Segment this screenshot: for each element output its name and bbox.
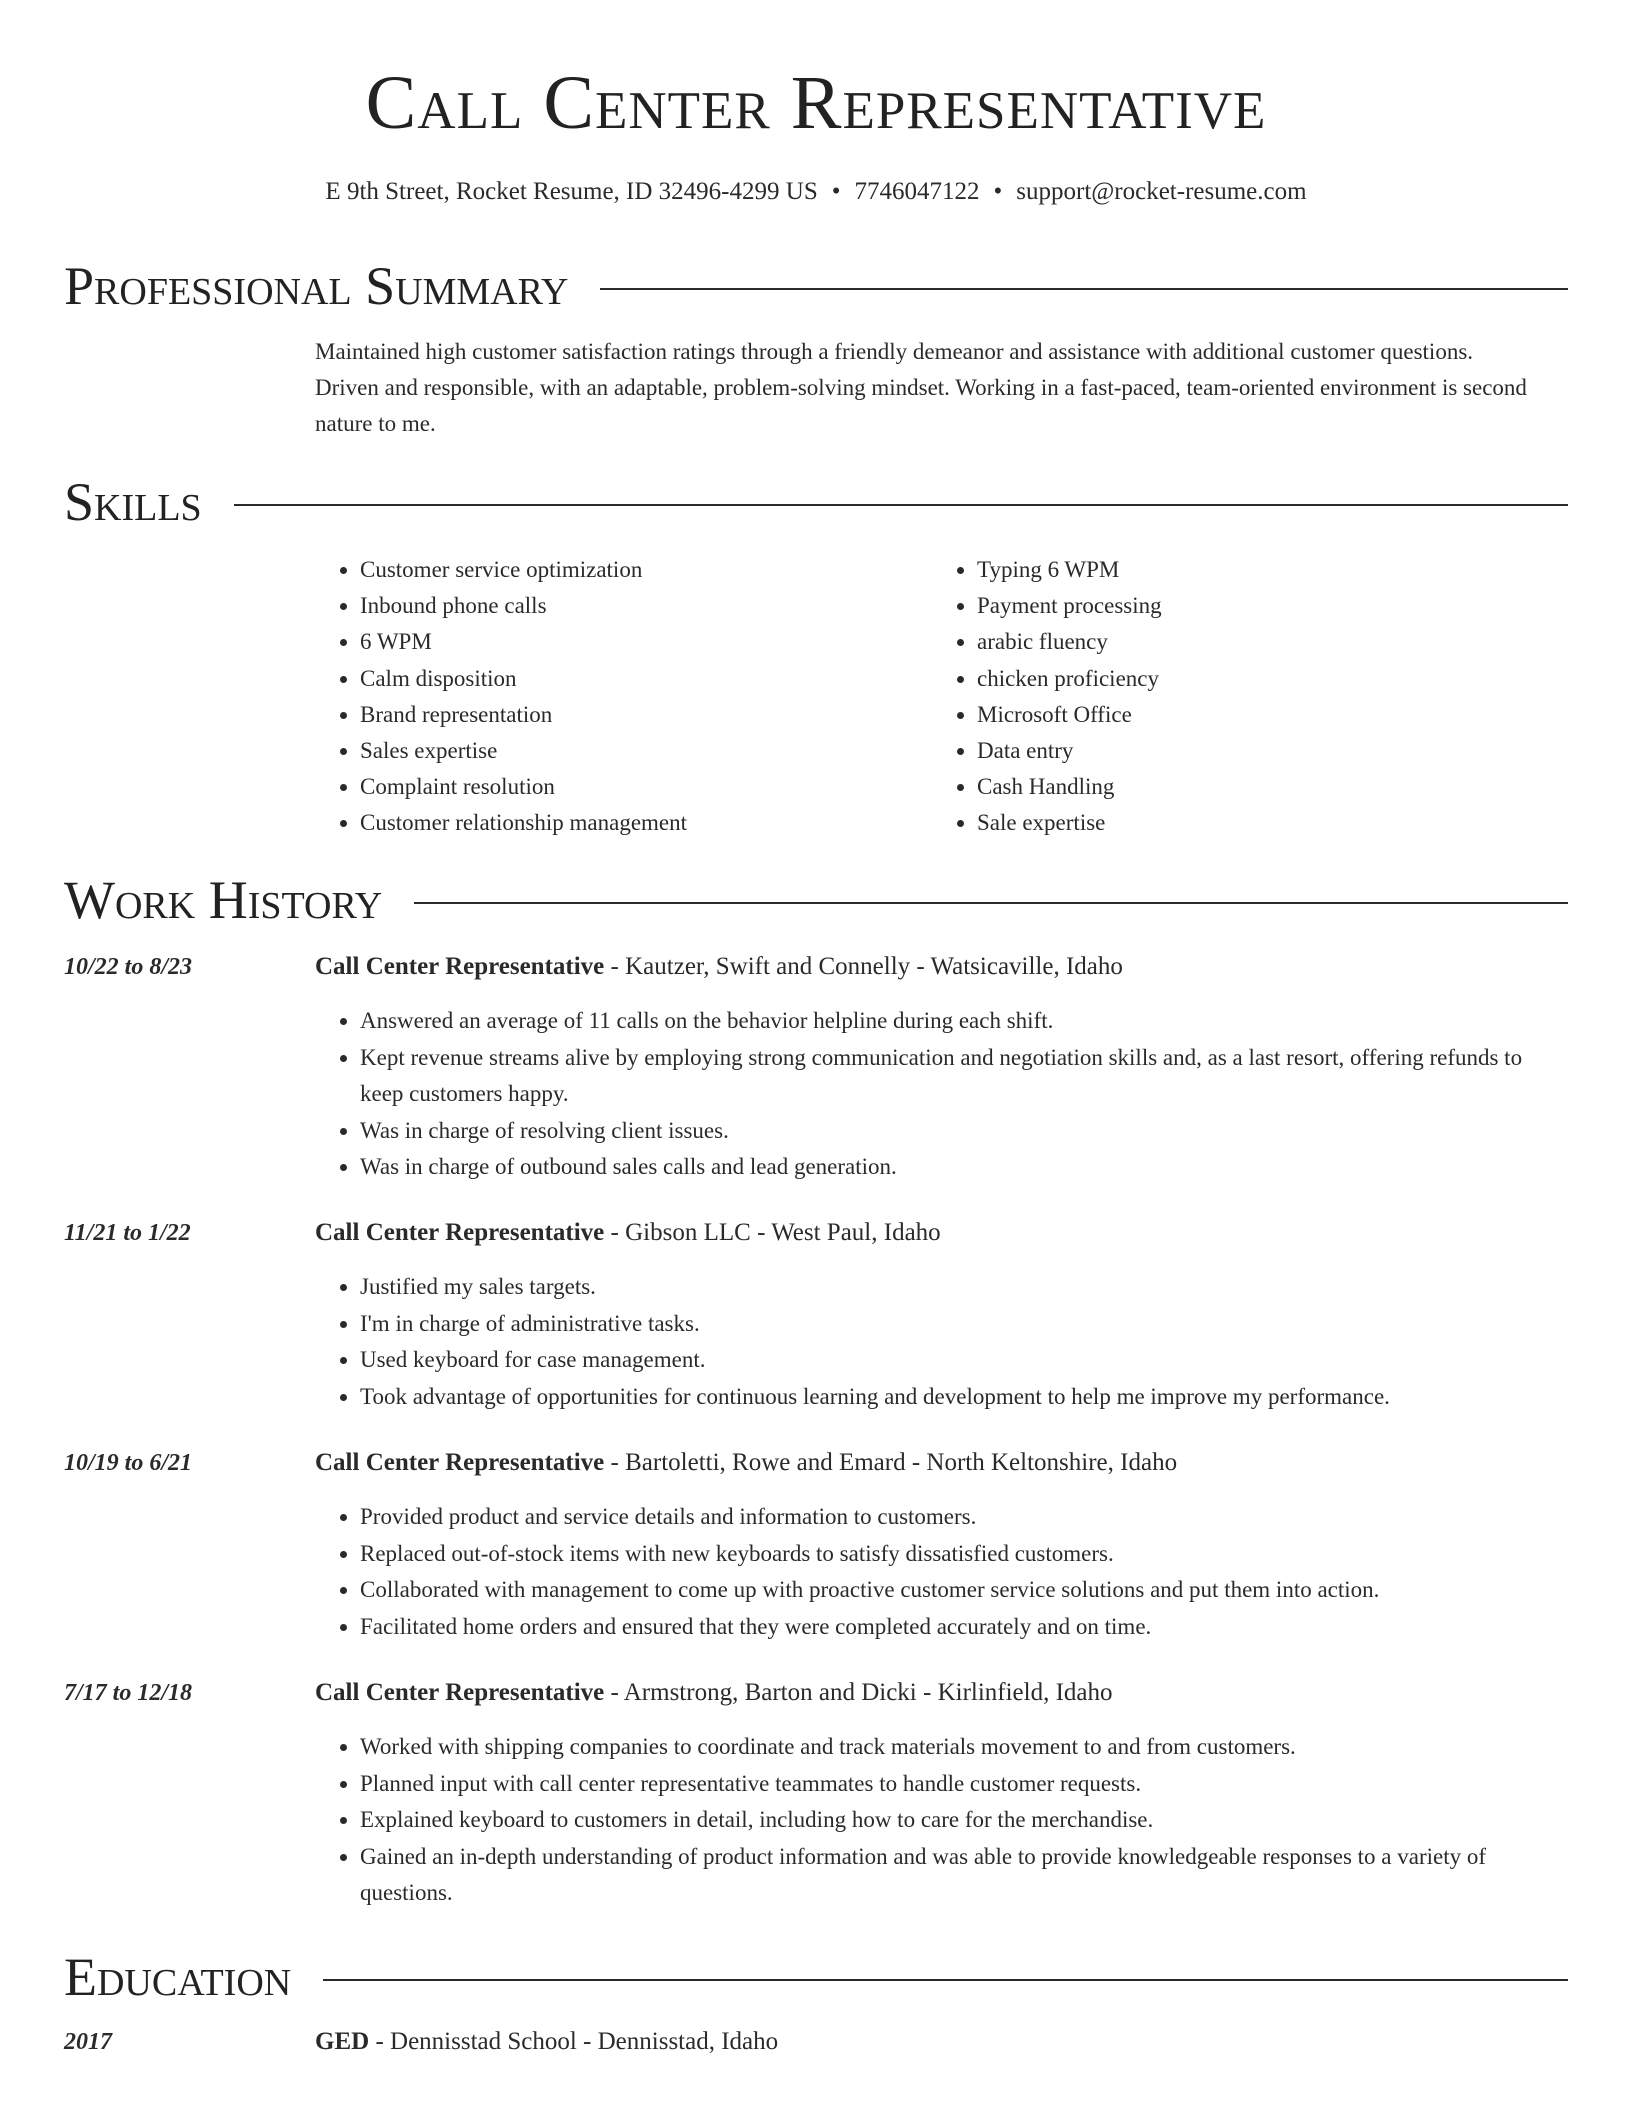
job-bullets	[315, 1269, 1568, 1415]
skill-item: • Data entry	[977, 733, 1549, 769]
education-heading: Education	[64, 1947, 292, 2007]
skill-item: • Brand representation	[360, 697, 932, 733]
summary-text: Maintained high customer satisfaction ratings through a friendly demeanor and assistance with additional customer questions. Driven and responsible, with an adaptable, problem-solving mindset. Working in a fast-paced, team-oriented environment is second nature to me.	[315, 339, 1527, 436]
job-bullet: • Replaced out-of-stock items with new keyboards to satisfy dissatisfied customers.	[360, 1536, 1568, 1573]
job-date: 10/22 to 8/23	[64, 954, 193, 980]
skill-item: • 6 WPM	[360, 624, 932, 660]
job-bullet: • Justified my sales targets.	[360, 1269, 1568, 1306]
summary-heading: Professional Summary	[64, 256, 569, 316]
resume-name: Call Center Representative	[365, 61, 1267, 145]
job-bullet: • Answered an average of 11 calls on the behavior helpline during each shift.	[360, 1003, 1568, 1040]
job-details: - Bartoletti, Rowe and Emard - North Keltonshire, Idaho	[604, 1449, 1178, 1476]
skills-list	[315, 552, 1555, 842]
job-bullet: • Provided product and service details and information to customers.	[360, 1499, 1568, 1536]
skill-item: • Typing 6 WPM	[977, 552, 1549, 588]
section-divider	[414, 902, 1568, 904]
job-bullet: • Collaborated with management to come up with proactive customer service solutions and put them into action.	[360, 1572, 1568, 1609]
contact-email[interactable]: support@rocket-resume.com	[1016, 178, 1307, 205]
education-header	[315, 2026, 778, 2058]
skills-section-header	[64, 470, 1568, 534]
job-bullets	[315, 1003, 1568, 1186]
education-date: 2017	[64, 2029, 112, 2055]
section-divider	[234, 504, 1568, 506]
skill-item: • Cash Handling	[977, 769, 1549, 805]
contact-address: E 9th Street, Rocket Resume, ID 32496-4299 US	[325, 178, 818, 205]
job-details: - Kautzer, Swift and Connelly - Watsicaville, Idaho	[604, 953, 1123, 980]
job-bullet: • Gained an in-depth understanding of product information and was able to provide knowledgeable responses to a variety of questions.	[360, 1839, 1568, 1912]
contact-separator: •	[831, 178, 841, 205]
skill-item: • Sales expertise	[360, 733, 932, 769]
contact-phone: 7746047122	[854, 178, 980, 205]
job-title: Call Center Representative	[315, 1219, 605, 1246]
work-heading: Work History	[64, 870, 383, 930]
job-title: Call Center Representative	[315, 953, 605, 980]
job-header	[315, 951, 1123, 983]
job-bullet: • Facilitated home orders and ensured that they were completed accurately and on time.	[360, 1609, 1568, 1646]
work-section-header	[64, 868, 1568, 932]
skill-item: • Inbound phone calls	[360, 588, 932, 624]
job-details: - Gibson LLC - West Paul, Idaho	[604, 1219, 941, 1246]
contact-line	[64, 176, 1568, 208]
job-date: 10/19 to 6/21	[64, 1450, 193, 1476]
job-bullet: • Was in charge of resolving client issues.	[360, 1113, 1568, 1150]
job-bullets	[315, 1499, 1568, 1645]
job-bullet: • Used keyboard for case management.	[360, 1342, 1568, 1379]
education-section-header	[64, 1945, 1568, 2009]
job-title: Call Center Representative	[315, 1679, 605, 1706]
skill-item: • Calm disposition	[360, 661, 932, 697]
job-date: 7/17 to 12/18	[64, 1680, 193, 1706]
job-bullet: • Took advantage of opportunities for continuous learning and development to help me improve my performance.	[360, 1379, 1568, 1416]
job-bullet: • Worked with shipping companies to coordinate and track materials movement to and from customers.	[360, 1729, 1568, 1766]
job-title: Call Center Representative	[315, 1449, 605, 1476]
skills-heading: Skills	[64, 472, 202, 532]
contact-separator: •	[993, 178, 1003, 205]
job-bullet: • Explained keyboard to customers in detail, including how to care for the merchandise.	[360, 1802, 1568, 1839]
job-bullet: • I'm in charge of administrative tasks.	[360, 1306, 1568, 1343]
education-details: - Dennisstad School - Dennisstad, Idaho	[369, 2028, 779, 2055]
skills-column-left	[315, 552, 932, 842]
skill-item: • Microsoft Office	[977, 697, 1549, 733]
job-header	[315, 1677, 1113, 1709]
education-degree: GED	[315, 2028, 370, 2055]
skill-item: • Customer relationship management	[360, 805, 932, 841]
skill-item: • arabic fluency	[977, 624, 1549, 660]
skill-item: • chicken proficiency	[977, 661, 1549, 697]
section-divider	[600, 288, 1568, 290]
skill-item: • Complaint resolution	[360, 769, 932, 805]
job-header	[315, 1217, 941, 1249]
job-bullets	[315, 1729, 1568, 1912]
summary-section-header	[64, 254, 1568, 318]
job-details: - Armstrong, Barton and Dicki - Kirlinfield, Idaho	[604, 1679, 1113, 1706]
skill-item: • Customer service optimization	[360, 552, 932, 588]
job-bullet: • Kept revenue streams alive by employing strong communication and negotiation skills and, as a last resort, offering refunds to keep customers happy.	[360, 1040, 1568, 1113]
skill-item: • Sale expertise	[977, 805, 1549, 841]
job-header	[315, 1447, 1177, 1479]
skill-item: • Payment processing	[977, 588, 1549, 624]
skills-column-right	[932, 552, 1549, 842]
job-date: 11/21 to 1/22	[64, 1220, 191, 1246]
job-bullet: • Planned input with call center representative teammates to handle customer requests.	[360, 1766, 1568, 1803]
section-divider	[323, 1979, 1568, 1981]
job-bullet: • Was in charge of outbound sales calls and lead generation.	[360, 1149, 1568, 1186]
